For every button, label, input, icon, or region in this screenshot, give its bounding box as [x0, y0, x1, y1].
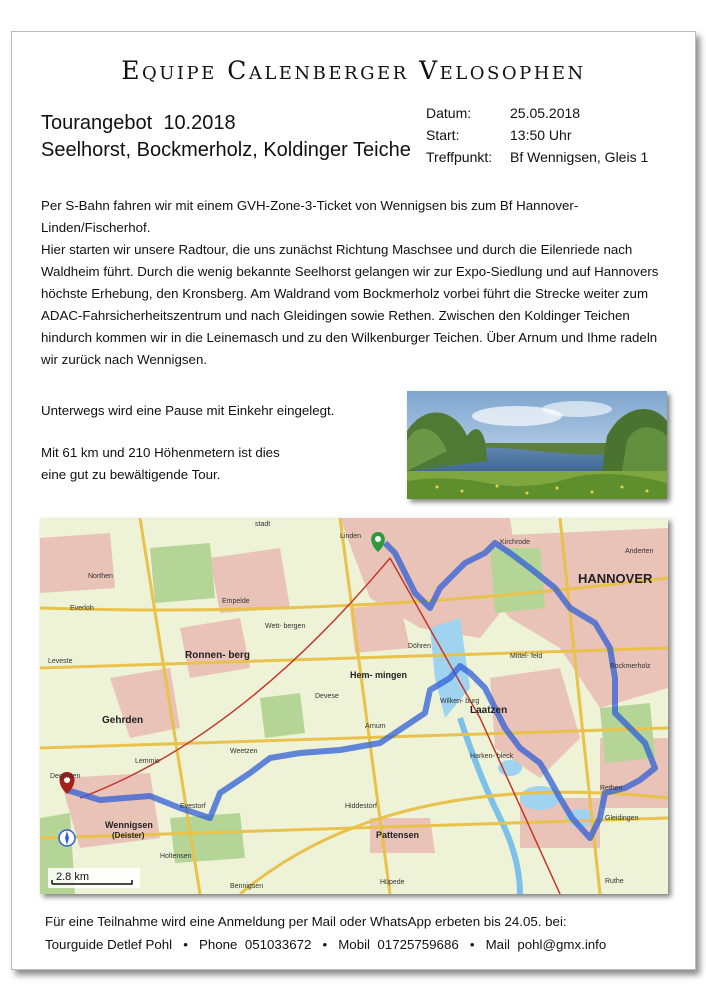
meta-value: 25.05.2018 — [510, 105, 581, 121]
label-mittelfeld: Mittel- feld — [510, 653, 543, 660]
club-name: Equipe Calenberger Velosophen — [121, 56, 586, 85]
tour-title-line2: Seelhorst, Bockmerholz, Koldinger Teiche — [41, 139, 411, 161]
separator: • — [183, 937, 188, 952]
label-linden: Linden — [340, 533, 362, 540]
label-leveste: Leveste — [48, 658, 73, 665]
meta-value: Bf Wennigsen, Gleis 1 — [510, 149, 649, 165]
tour-guide: Tourguide Detlef Pohl — [45, 937, 173, 952]
label-doehren: Döhren — [408, 643, 431, 650]
label-pattensen: Pattensen — [376, 830, 420, 840]
label-ronnenberg: Ronnen- berg — [185, 650, 250, 661]
label-wilkenburg: Wilken- burg — [440, 698, 480, 705]
label-hiddestorf: Hiddestorf — [345, 803, 377, 810]
label-lemmie: Lemmie — [135, 758, 160, 765]
intro-paragraph: Per S-Bahn fahren wir mit einem GVH-Zone-3-Ticket von Wennigsen bis zum Bf Hannover-Linden/Fischerhof. — [41, 198, 579, 235]
scale-bar — [48, 868, 140, 888]
label-degersen: Degersen — [50, 773, 81, 780]
phone: Phone 051033672 — [198, 937, 312, 952]
meta-row-meeting-point — [426, 146, 648, 168]
flyer-sheet — [11, 31, 696, 970]
label-arnum: Arnum — [365, 723, 386, 730]
route-map — [40, 518, 668, 894]
label-hupede: Hüpede — [380, 879, 405, 886]
label-anderten: Anderten — [625, 548, 654, 555]
label-ruthe: Ruthe — [605, 878, 624, 885]
meta-label: Datum: — [426, 105, 472, 121]
label-holtensen: Holtensen — [160, 853, 192, 860]
meta-label: Treffpunkt: — [426, 149, 493, 165]
lake-photo — [407, 391, 667, 499]
label-rethen: Rethen — [600, 785, 623, 792]
tour-title — [41, 110, 411, 164]
label-everloh: Everloh — [70, 605, 94, 612]
label-devese: Devese — [315, 693, 339, 700]
separator: • — [469, 937, 475, 952]
label-kirchrode: Kirchrode — [500, 539, 530, 546]
meta-label: Start: — [426, 127, 460, 143]
registration-note: Für eine Teilnahme wird eine Anmeldung per Mail oder WhatsApp erbeten bis 24.05. bei: — [45, 914, 567, 929]
pause-note: Unterwegs wird eine Pause mit Einkehr eingelegt. — [41, 403, 335, 418]
distance-line2: eine gut zu bewältigende Tour. — [41, 467, 221, 482]
label-harkenbleck: Harken- bleck — [470, 753, 514, 760]
label-evestorf: Evestorf — [180, 803, 206, 810]
tour-meta — [426, 102, 648, 168]
label-bockmerholz: Bockmerholz — [610, 663, 651, 670]
separator: • — [322, 937, 328, 952]
mail-link[interactable]: Mail pohl@gmx.info — [485, 937, 607, 952]
label-weetzen: Weetzen — [230, 748, 258, 755]
route-description: Hier starten wir unsere Radtour, die uns zunächst Richtung Maschsee und durch die Eilenriede nach Waldheim führt. Durch die wenig bekannte Seelhorst gelangen wir zur Expo-Siedlung und auf Hannovers höchste Erhebung, den Kronsberg. Am Waldrand vom Bockmerholz vorbei führt die Strecke weiter zum ADAC-Fahrsicherheitszentrum und nach Gleidingen sowie Rethen. Zwischen den Koldinger Teichen hindurch kommen wir in die Leinemasch und zu den Wilkenburger Teichen. Über Arnum und Ihme radeln wir zurück nach Wennigsen. — [41, 242, 659, 367]
label-gehrden: Gehrden — [102, 715, 144, 726]
compass-icon — [59, 830, 75, 846]
distance-note — [41, 442, 311, 486]
label-hemmingen: Hem- mingen — [350, 670, 408, 680]
label-wennigsen: Wennigsen — [105, 820, 153, 830]
meta-row-date — [426, 102, 648, 124]
label-bennigsen: Bennigsen — [230, 883, 264, 890]
tour-title-line1: Tourangebot 10.2018 — [41, 112, 236, 134]
route-map-image — [40, 518, 668, 894]
label-empelde: Empelde — [222, 598, 250, 605]
footer — [45, 910, 606, 956]
label-laatzen: Laatzen — [470, 705, 508, 716]
label-stadt: stadt — [255, 521, 271, 528]
meta-value: 13:50 Uhr — [510, 127, 572, 143]
meta-row-start — [426, 124, 648, 146]
label-wettbergen: Wett- bergen — [265, 623, 306, 630]
scale-label: 2.8 km — [56, 871, 90, 883]
label-gleidingen: Gleidingen — [605, 815, 639, 822]
label-wennigsen-sub: (Deister) — [112, 831, 145, 840]
contact-line — [45, 933, 606, 956]
lake-photo-image — [407, 391, 667, 499]
label-hannover: HANNOVER — [578, 571, 653, 586]
mobile: Mobil 01725759686 — [338, 937, 459, 952]
distance-line1: Mit 61 km und 210 Höhenmetern ist dies — [41, 445, 280, 460]
label-northen: Northen — [88, 573, 113, 580]
